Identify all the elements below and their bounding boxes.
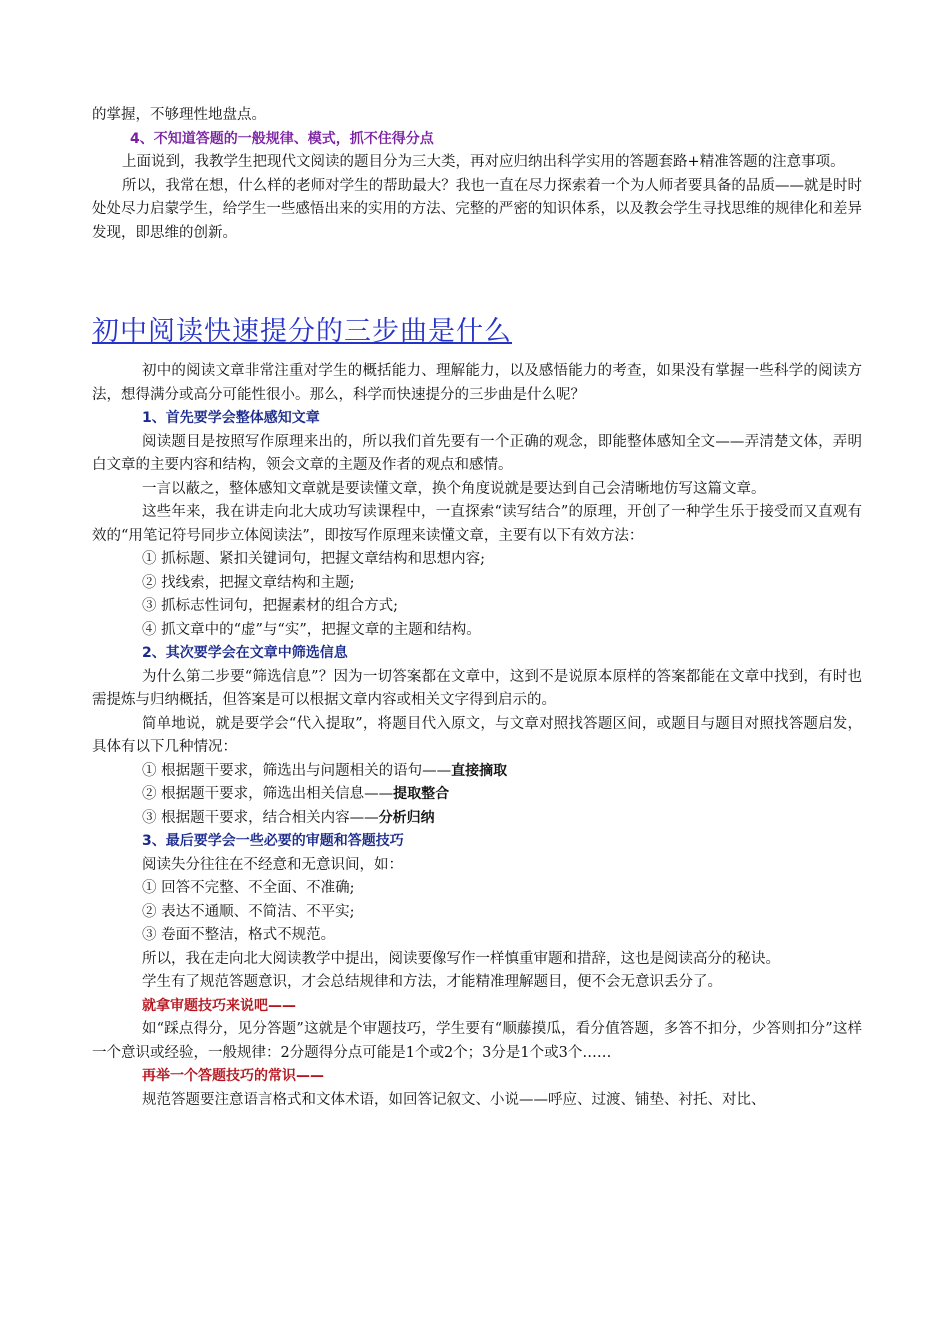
list-item: ② 根据题干要求，筛选出相关信息——提取整合 <box>142 786 450 802</box>
paragraph: 为什么第二步要“筛选信息”？因为一切答案都在文章中，这到不是说原本原样的答案都能在文章中找到，有时也需提炼与归纳概括，但答案是可以根据文章内容或相关文字得到启示的。 <box>92 668 862 708</box>
list-item: ① 回答不完整、不全面、不准确; <box>142 880 355 896</box>
top-section <box>92 104 862 245</box>
article-title: 初中阅读快速提分的三步曲是什么 <box>92 316 512 347</box>
paragraph: 一言以蔽之，整体感知文章就是要读懂文章，换个角度说就是要达到自己会清晰地仿写这篇文章。 <box>142 480 766 497</box>
bold-keyword: 直接摘取 <box>451 762 508 779</box>
list-item: ② 找线索，把握文章结构和主题; <box>142 574 355 591</box>
paragraph: 的掌握，不够理性地盘点。 <box>92 107 266 123</box>
paragraph: 这些年来，我在讲走向北大成功写读课程中，一直探索“读写结合”的原理，开创了一种学生乐于接受而又直观有效的“用笔记符号同步立体阅读法”，即按写作原理来读懂文章，主要有以下有效方法： <box>92 504 862 544</box>
paragraph: 如“踩点得分，见分答题”这就是个审题技巧，学生要有“顺藤摸瓜，看分值答题，多答不扣分，少答则扣分”这样一个意识或经验，一般规律：2分题得分点可能是1个或2个；3分是1个或3个…… <box>92 1021 862 1061</box>
list-item: ③ 卷面不整洁，格式不规范。 <box>142 927 336 943</box>
bold-keyword: 提取整合 <box>393 786 450 802</box>
paragraph: 学生有了规范答题意识，才会总结规律和方法，才能精准理解题目，便不会无意识丢分了。 <box>142 974 722 990</box>
step-heading: 2、其次要学会在文章中筛选信息 <box>142 645 348 661</box>
paragraph: 上面说到，我教学生把现代文阅读的题目分为三大类，再对应归纳出科学实用的答题套路+精准答题的注意事项。 <box>122 154 845 170</box>
paragraph: 阅读失分往往在不经意和无意识间，如： <box>142 856 403 873</box>
article-body <box>92 360 862 1112</box>
paragraph: 阅读题目是按照写作原理来出的，所以我们首先要有一个正确的观念，即能整体感知全文——弄清楚文体，弄明白文章的主要内容和结构，领会文章的主题及作者的观点和感情。 <box>92 433 862 473</box>
paragraph: 简单地说，就是要学会“代入提取”，将题目代入原文，与文章对照找答题区间，或题目与题目对照找答题启发，具体有以下几种情况： <box>92 715 862 755</box>
section-heading: 4、不知道答题的一般规律、模式，抓不住得分点 <box>130 130 434 147</box>
list-item: ① 根据题干要求，筛选出与问题相关的语句——直接摘取 <box>142 762 508 779</box>
red-heading: 就拿审题技巧来说吧—— <box>142 997 296 1014</box>
list-item: ④ 抓文章中的“虚”与“实”，把握文章的主题和结构。 <box>142 621 481 638</box>
paragraph: 初中的阅读文章非常注重对学生的概括能力、理解能力，以及感悟能力的考查，如果没有掌握一些科学的阅读方法，想得满分或高分可能性很小。那么，科学而快速提分的三步曲是什么呢？ <box>92 363 862 403</box>
step-heading: 3、最后要学会一些必要的审题和答题技巧 <box>142 833 404 849</box>
list-item: ① 抓标题、紧扣关键词句，把握文章结构和思想内容; <box>142 551 485 567</box>
red-heading: 再举一个答题技巧的常识—— <box>142 1068 324 1084</box>
paragraph: 所以，我常在想，什么样的老师对学生的帮助最大？我也一直在尽力探索着一个为人师者要具备的品质——就是时时处处尽力启蒙学生，给学生一些感悟出来的实用的方法、完整的严密的知识体系，以及教会学生寻找思维的规律化和差异发现，即思维的创新。 <box>92 177 862 241</box>
paragraph: 所以，我在走向北大阅读教学中提出，阅读要像写作一样慎重审题和措辞，这也是阅读高分的秘诀。 <box>142 950 780 967</box>
list-item: ③ 根据题干要求，结合相关内容——分析归纳 <box>142 809 435 826</box>
list-item: ② 表达不通顺、不简洁、不平实; <box>142 903 355 920</box>
list-item: ③ 抓标志性词句，把握素材的组合方式; <box>142 598 398 614</box>
step-heading: 1、首先要学会整体感知文章 <box>142 410 320 426</box>
bold-keyword: 分析归纳 <box>378 809 435 826</box>
paragraph: 规范答题要注意语言格式和文体术语，如回答记叙文、小说——呼应、过渡、铺垫、衬托、对比、 <box>142 1091 766 1108</box>
